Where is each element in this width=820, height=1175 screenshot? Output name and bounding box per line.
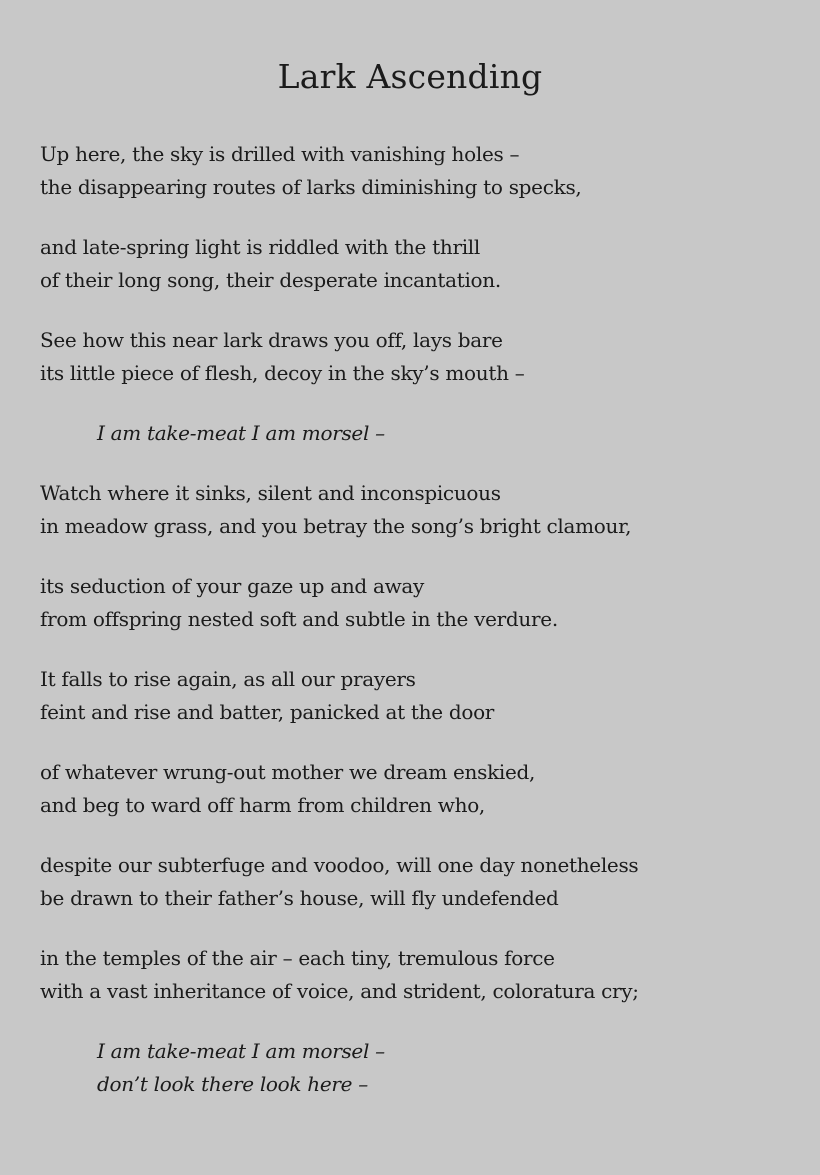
poem-title: Lark Ascending bbox=[277, 57, 543, 96]
refrain-stanza bbox=[40, 1035, 780, 1101]
stanza bbox=[40, 756, 780, 822]
refrain-line: I am take-meat I am morsel – bbox=[97, 420, 385, 445]
poem-line: of their long song, their desperate incantation. bbox=[40, 267, 501, 292]
poem-line: with a vast inheritance of voice, and strident, coloratura cry; bbox=[40, 978, 639, 1003]
poem-line: despite our subterfuge and voodoo, will one day nonetheless bbox=[40, 852, 639, 877]
stanza bbox=[40, 570, 780, 636]
refrain-line: don’t look there look here – bbox=[97, 1071, 368, 1096]
refrain-stanza bbox=[40, 417, 780, 450]
stanza bbox=[40, 231, 780, 297]
stanza bbox=[40, 138, 780, 204]
poem-line: feint and rise and batter, panicked at the door bbox=[40, 699, 495, 724]
poem-line: and beg to ward off harm from children who, bbox=[40, 792, 485, 817]
poem-line: Watch where it sinks, silent and inconspicuous bbox=[40, 480, 501, 505]
poem-line: its little piece of flesh, decoy in the sky’s mouth – bbox=[40, 360, 525, 385]
stanza bbox=[40, 942, 780, 1008]
poem-line: in meadow grass, and you betray the song’s bright clamour, bbox=[40, 513, 632, 538]
stanza bbox=[40, 324, 780, 390]
poem-line: in the temples of the air – each tiny, tremulous force bbox=[40, 945, 555, 970]
stanza bbox=[40, 663, 780, 729]
poem-body bbox=[40, 138, 780, 1101]
poem-line: the disappearing routes of larks diminishing to specks, bbox=[40, 174, 582, 199]
poem-line: from offspring nested soft and subtle in the verdure. bbox=[40, 606, 558, 631]
poem-line: See how this near lark draws you off, lays bare bbox=[40, 327, 503, 352]
stanza bbox=[40, 849, 780, 915]
poem-line: Up here, the sky is drilled with vanishing holes – bbox=[40, 141, 520, 166]
poem-line: its seduction of your gaze up and away bbox=[40, 573, 425, 598]
refrain-line: I am take-meat I am morsel – bbox=[97, 1038, 385, 1063]
poem-line: It falls to rise again, as all our prayers bbox=[40, 666, 416, 691]
poem-line: be drawn to their father’s house, will fly undefended bbox=[40, 885, 559, 910]
stanza bbox=[40, 477, 780, 543]
poem-line: of whatever wrung-out mother we dream enskied, bbox=[40, 759, 536, 784]
poem-line: and late-spring light is riddled with the thrill bbox=[40, 234, 480, 259]
